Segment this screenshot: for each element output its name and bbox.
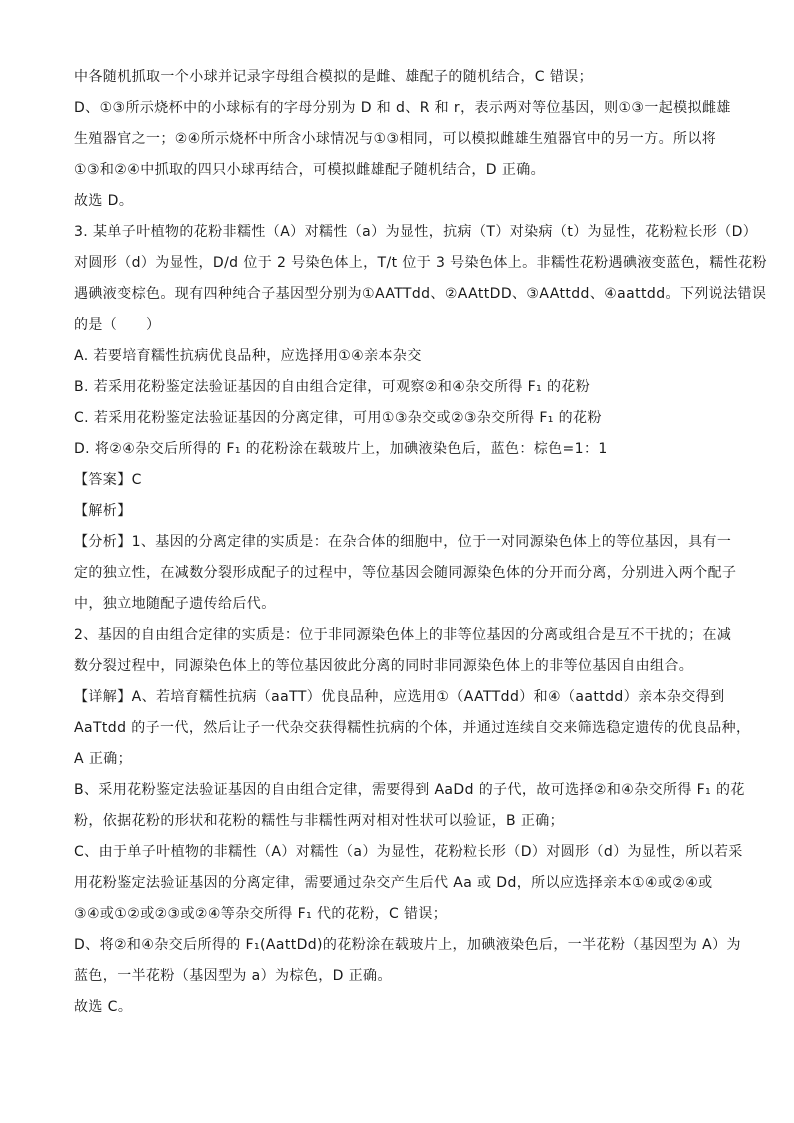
option-b: B. 若采用花粉鉴定法验证基因的自由组合定律，可观察②和④杂交所得 F₁ 的花粉 bbox=[74, 379, 591, 395]
text-line: A 正确； bbox=[74, 751, 133, 767]
question-stem-line: 遇碘液变棕色。现有四种纯合子基因型分别为①AATTdd、②AAttDD、③AAttdd、④aattdd。下列说法错误 bbox=[74, 286, 767, 302]
option-d: D. 将②④杂交后所得的 F₁ 的花粉涂在载玻片上，加碘液染色后，蓝色：棕色=1：1 bbox=[74, 441, 608, 457]
text-line: 粉，依据花粉的形状和花粉的糯性与非糯性两对相对性状可以验证，B 正确； bbox=[74, 813, 565, 829]
text-line: AaTtdd 的子一代，然后让子一代杂交获得糯性抗病的个体，并通过连续自交来筛选稳定遗传的优良品种， bbox=[74, 720, 751, 736]
text-line: 用花粉鉴定法验证基因的分离定律，需要通过杂交产生后代 Aa 或 Dd，所以应选择亲本①④或②④或 bbox=[74, 875, 713, 891]
text-line: ③④或①②或②③或②④等杂交所得 F₁ 代的花粉，C 错误； bbox=[74, 906, 448, 922]
text-line: 中，独立地随配子遗传给后代。 bbox=[74, 596, 276, 612]
answer-line: 【答案】C bbox=[74, 472, 142, 488]
text-line: 【详解】A、若培育糯性抗病（aaTT）优良品种，应选用①（AATTdd）和④（aattdd）亲本杂交得到 bbox=[74, 689, 725, 705]
analysis-heading: 【解析】 bbox=[74, 503, 132, 519]
option-a: A. 若要培育糯性抗病优良品种，应选择用①④亲本杂交 bbox=[74, 348, 422, 364]
text-line: 故选 D。 bbox=[74, 193, 134, 209]
text-line: 生殖器官之一；②④所示烧杯中所含小球情况与①③相同，可以模拟雌雄生殖器官中的另一方。所以将 bbox=[74, 131, 717, 147]
option-c: C. 若采用花粉鉴定法验证基因的分离定律，可用①③杂交或②③杂交所得 F₁ 的花粉 bbox=[74, 410, 602, 426]
text-line: 故选 C。 bbox=[74, 999, 133, 1015]
text-line: D、将②和④杂交后所得的 F₁(AattDd)的花粉涂在载玻片上，加碘液染色后，一半花粉（基因型为 A）为 bbox=[74, 937, 741, 953]
text-line: D、①③所示烧杯中的小球标有的字母分别为 D 和 d、R 和 r，表示两对等位基因，则①③一起模拟雌雄 bbox=[74, 100, 731, 116]
text-line: 【分析】1、基因的分离定律的实质是：在杂合体的细胞中，位于一对同源染色体上的等位基因，具有一 bbox=[74, 534, 732, 550]
question-stem-line: 对圆形（d）为显性，D/d 位于 2 号染色体上，T/t 位于 3 号染色体上。非糯性花粉遇碘液变蓝色，糯性花粉 bbox=[74, 255, 767, 271]
text-line: 定的独立性，在减数分裂形成配子的过程中，等位基因会随同源染色体的分开而分离，分别进入两个配子 bbox=[74, 565, 737, 581]
question-stem-line: 3. 某单子叶植物的花粉非糯性（A）对糯性（a）为显性，抗病（T）对染病（t）为显性，花粉粒长形（D） bbox=[74, 224, 758, 240]
text-line: B、采用花粉鉴定法验证基因的自由组合定律，需要得到 AaDd 的子代，故可选择②和④杂交所得 F₁ 的花 bbox=[74, 782, 745, 798]
text-line: 2、基因的自由组合定律的实质是：位于非同源染色体上的非等位基因的分离或组合是互不干扰的；在减 bbox=[74, 627, 732, 643]
text-line: ①③和②④中抓取的四只小球再结合，可模拟雌雄配子随机结合，D 正确。 bbox=[74, 162, 546, 178]
text-line: C、由于单子叶植物的非糯性（A）对糯性（a）为显性，花粉粒长形（D）对圆形（d）为显性，所以若采 bbox=[74, 844, 743, 860]
text-line: 蓝色，一半花粉（基因型为 a）为棕色，D 正确。 bbox=[74, 968, 392, 984]
text-line: 数分裂过程中，同源染色体上的等位基因彼此分离的同时非同源染色体上的非等位基因自由组合。 bbox=[74, 658, 694, 674]
document-page bbox=[74, 62, 767, 1023]
text-line: 中各随机抓取一个小球并记录字母组合模拟的是雌、雄配子的随机结合，C 错误； bbox=[74, 69, 594, 85]
question-stem-line: 的是（ ） bbox=[74, 317, 161, 333]
